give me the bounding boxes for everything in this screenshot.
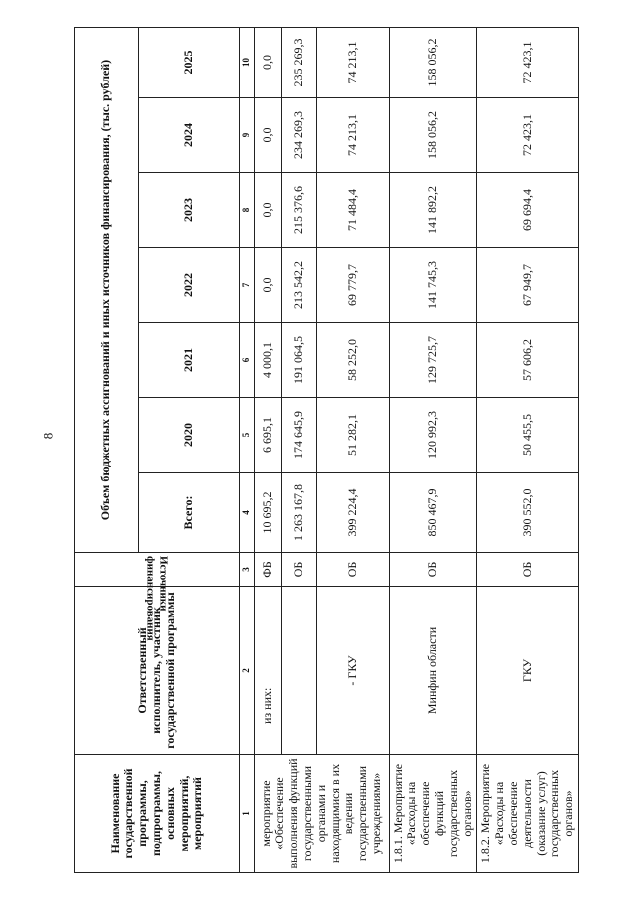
header-source: Источники финансирования (75, 553, 240, 587)
row-executor (281, 587, 316, 755)
column-number: 3 (239, 553, 254, 587)
row-source: ОБ (316, 553, 389, 587)
header-executor: Ответственный исполнитель, участник государственной программы (75, 587, 240, 755)
column-number: 5 (239, 398, 254, 473)
table-cell: 67 949,7 (477, 248, 579, 323)
header-year: 2025 (138, 27, 239, 97)
row-name: мероприятие «Обеспечение выполнения функций государственными органами и находящимися в их ведении государственными учреждениями» (254, 755, 389, 873)
row-executor: Минфин области (389, 587, 477, 755)
column-number: 9 (239, 98, 254, 173)
table-cell: 72 423,1 (477, 98, 579, 173)
table-cell: 158 056,2 (389, 98, 477, 173)
table-cell: 1 263 167,8 (281, 473, 316, 553)
table-cell: 0,0 (254, 173, 281, 248)
header-year: 2023 (138, 173, 239, 248)
table-cell: 71 484,4 (316, 173, 389, 248)
column-number: 1 (239, 755, 254, 873)
table-cell: 390 552,0 (477, 473, 579, 553)
row-executor: ГКУ (477, 587, 579, 755)
header-total: Всего: (138, 473, 239, 553)
column-number: 6 (239, 323, 254, 398)
table-cell: 51 282,1 (316, 398, 389, 473)
table-cell: 234 269,3 (281, 98, 316, 173)
column-number-row (239, 27, 254, 872)
table-cell: 57 606,2 (477, 323, 579, 398)
table-row (477, 27, 579, 872)
table-cell: 215 376,6 (281, 173, 316, 248)
table-cell: 50 455,5 (477, 398, 579, 473)
table-cell: 0,0 (254, 27, 281, 97)
table-cell: 58 252,0 (316, 323, 389, 398)
table-cell: 158 056,2 (389, 27, 477, 97)
table-cell: 69 779,7 (316, 248, 389, 323)
header-year: 2024 (138, 98, 239, 173)
column-number: 10 (239, 27, 254, 97)
header-name: Наименование государственной программы, подпрограммы, основных мероприятий, мероприятий (75, 755, 240, 873)
table-cell: 120 992,3 (389, 398, 477, 473)
table-cell: 4 000,1 (254, 323, 281, 398)
header-year: 2022 (138, 248, 239, 323)
table-cell: 0,0 (254, 98, 281, 173)
row-executor: из них: (254, 587, 281, 755)
table-cell: 74 213,1 (316, 27, 389, 97)
header-year: 2021 (138, 323, 239, 398)
table-cell: 213 542,2 (281, 248, 316, 323)
table-cell: 10 695,2 (254, 473, 281, 553)
table-cell: 174 645,9 (281, 398, 316, 473)
row-source: ОБ (281, 553, 316, 587)
table-cell: 850 467,9 (389, 473, 477, 553)
row-source: ФБ (254, 553, 281, 587)
table-cell: 399 224,4 (316, 473, 389, 553)
table-cell: 74 213,1 (316, 98, 389, 173)
row-executor: - ГКУ (316, 587, 389, 755)
table-row (254, 27, 281, 872)
row-name: 1.8.1. Мероприятие «Расходы на обеспечение функций государственных органов» (389, 755, 477, 873)
table-cell: 0,0 (254, 248, 281, 323)
column-number: 4 (239, 473, 254, 553)
rotated-page (70, 10, 585, 885)
table-cell: 141 892,2 (389, 173, 477, 248)
row-source: ОБ (389, 553, 477, 587)
funding-table (74, 27, 579, 873)
column-number: 8 (239, 173, 254, 248)
table-cell: 72 423,1 (477, 27, 579, 97)
column-number: 7 (239, 248, 254, 323)
table-cell: 141 745,3 (389, 248, 477, 323)
header-funding-title: Объем бюджетных ассигнований и иных источников финансирования, (тыс. рублей) (75, 27, 139, 552)
table-row (389, 27, 477, 872)
page-number: 8 (40, 432, 56, 440)
row-name: 1.8.2. Мероприятие «Расходы на обеспечение деятельности (оказание услуг) государственных органов» (477, 755, 579, 873)
table-row (316, 27, 389, 872)
table-cell: 6 695,1 (254, 398, 281, 473)
table-cell: 69 694,4 (477, 173, 579, 248)
header-year: 2020 (138, 398, 239, 473)
table-cell: 235 269,3 (281, 27, 316, 97)
table-cell: 129 725,7 (389, 323, 477, 398)
column-number: 2 (239, 587, 254, 755)
header-row-1 (75, 27, 139, 872)
row-source: ОБ (477, 553, 579, 587)
table-cell: 191 064,5 (281, 323, 316, 398)
table-row (281, 27, 316, 872)
